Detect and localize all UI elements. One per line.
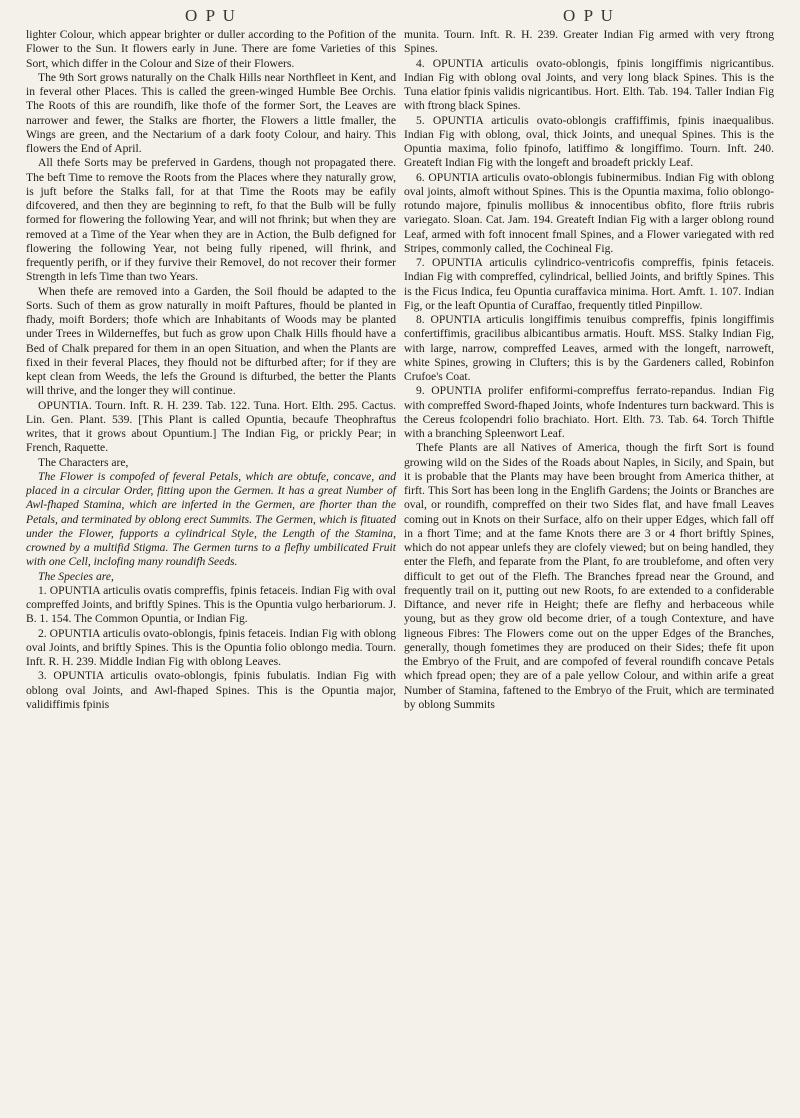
paragraph: The Flower is compofed of feveral Petals, which are obtufe, concave, and placed in a circular Order, fitting upon the Germen. It has a great Number of Awl-fhaped Stamina, which are inferted in the Germen, are fhorter than the Petals, and terminated by oblong erect Summits. The Germen, which is fituated under the Flower, fupports a cylindrical Style, the Length of the Stamina, crowned by a multifid Stigma. The Germen turns to a flefhy umbilicated Fruit with one Cell, inclofing many roundifh Seeds.	[26, 469, 396, 569]
paragraph: 1. OPUNTIA articulis ovatis compreffis, fpinis fetaceis. Indian Fig with oval compreffed Joints, and briftly Spines. This is the Opuntia vulgo herbariorum. J. B. 1. 154. The Common Opuntia, or Indian Fig.	[26, 583, 396, 626]
paragraph: 3. OPUNTIA articulis ovato-oblongis, fpinis fubulatis. Indian Fig with oblong oval Joints, and Awl-fhaped Spines. This is the Opuntia major, validiffimis fpinis	[26, 669, 396, 711]
header-right: O P U	[563, 6, 615, 25]
text-columns	[26, 28, 774, 712]
paragraph: 9. OPUNTIA prolifer enfiformi-compreffus ferrato-repandus. Indian Fig with compreffed Sword-fhaped Joints, whofe Indentures turn backward. This is the Cereus fcolopendri folio brachiato. Hort. Elth. 73. Tab. 64. Torch Thiftle with a branching Spleenwort Leaf.	[404, 384, 774, 440]
paragraph: 4. OPUNTIA articulis ovato-oblongis, fpinis longiffimis nigricantibus. Indian Fig with oblong oval Joints, and very long black Spines. This is the Tuna elatior fpinis validis nigricantibus. Hort. Elth. Tab. 194. Taller Indian Fig with ftrong black Spines.	[404, 56, 774, 113]
paragraph: The 9th Sort grows naturally on the Chalk Hills near Northfleet in Kent, and in feveral other Places. This is called the green-winged Humble Bee Orchis. The Roots of this are roundifh, like thofe of the former Sort, the Leaves are narrower and fewer, the Stalks are fhorter, the Flowers a little fmaller, the Wings are green, and the Nectarium of a dark footy Colour, and hairy. This flowers the End of April.	[26, 70, 396, 155]
left-column	[26, 28, 396, 712]
paragraph: 8. OPUNTIA articulis longiffimis tenuibus compreffis, fpinis longiffimis confertiffimis, gracilibus albicantibus armatis. Houft. MSS. Stalky Indian Fig, with large, narrow, compreffed Leaves, armed with the longeft, narroweft, white Spines, growing in Clufters; this is by the Gardeners called, Robinfon Crufoe's Coat.	[404, 313, 774, 383]
right-column	[404, 28, 774, 712]
paragraph: 2. OPUNTIA articulis ovato-oblongis, fpinis fetaceis. Indian Fig with oblong oval Joints, and briftly Spines. This is the Opuntia folio oblongo media. Tourn. Inft. R. H. 239. Middle Indian Fig with oblong Leaves.	[26, 626, 396, 668]
paragraph: 7. OPUNTIA articulis cylindrico-ventricofis compreffis, fpinis fetaceis. Indian Fig with compreffed, cylindrical, bellied Joints, and briftly Spines. This is the Ficus Indica, feu Opuntia curaffavica minima. Hort. Amft. 1. 107. Indian Fig, or the leaft Opuntia of Curaffao, frequently titled Pinpillow.	[404, 256, 774, 312]
paragraph: Thefe Plants are all Natives of America, though the firft Sort is found growing wild on the Sides of the Roads about Naples, in Sicily, and Spain, but it is probable that the Plants may have been brought from America thither, at firft. This Sort has been long in the Englifh Gardens; the Joints or Branches are oval, or roundifh, compreffed on their two Sides flat, and have fmall Leaves coming out in Knots on their Surface, alfo on their upper Edges, which fall off in a fhort Time; and at the fame Knots there are 3 or 4 fhort briftly Spines, which do not appear unlefs they are clofely viewed; but on being handled, they enter the Flefh, and feparate from the Plant, fo are troublefome, and often very difficult to get out of the Flefh. The Branches fpread near the Ground, and frequently trail on it, putting out new Roots, fo are extended to a confiderable Diftance, and never rife in Height; thefe are flefhy and herbaceous while young, but as they grow old become drier, of a tough Contexture, and have ligneous Fibres: The Flowers come out on the upper Edges of the Branches, generally, though fometimes they are produced on their Sides; thefe fit upon the Embryo of the Fruit, and are compofed of feveral roundifh concave Petals which fpread open; they are of a pale yellow Colour, and within arife a great Number of Stamina, faftened to the Embryo of the Fruit, which are terminated by oblong Summits	[404, 441, 774, 711]
paragraph: All thefe Sorts may be preferved in Gardens, though not propagated there. The beft Time to remove the Roots from the Places where they naturally grow, is juft before the Stalks fall, for at that Time the Roots may be eafily difcovered, and then they are beginning to reft, fo that the Bulb will be fully formed for flowering the following Year, and will not fhrink; but when they are removed at a Time of the Year when they are in Action, the Bulb defigned for flowering the following Year, not being fully ripened, will fhrink, and frequently perifh, or if they furvive their Removel, do not recover their former Strength in lefs Time than two Years.	[26, 156, 396, 284]
paragraph: 6. OPUNTIA articulis ovato-oblongis fubinermibus. Indian Fig with oblong oval joints, almoft without Spines. This is the Opuntia maxima, folio oblongo-rotundo majore, fpinulis mollibus & innocentibus obfito, flore ftriis rubris variegato. Sloan. Cat. Jam. 194. Greateft Indian Fig with a larger oblong round Leaf, armed with foft innocent fmall Spines, and a Flower variegated with red Stripes, commonly called, the Cochineal Fig.	[404, 170, 774, 255]
paragraph: The Species are,	[38, 569, 114, 583]
running-header	[26, 6, 774, 28]
paragraph: OPUNTIA. Tourn. Inft. R. H. 239. Tab. 122. Tuna. Hort. Elth. 295. Cactus. Lin. Gen. Plant. 539. [This Plant is called Opuntia, becaufe Theophraftus writes, that it grows about Opuntium.] The Indian Fig, or prickly Pear; in French, Raquette.	[26, 398, 396, 455]
paragraph: 5. OPUNTIA articulis ovato-oblongis craffiffimis, fpinis inaequalibus. Indian Fig with oblong, oval, thick Joints, and unequal Spines. This is the Opuntia maxima, folio fpinofo, latiffimo & longiffimo. Tourn. Inft. 240. Greateft Indian Fig with the longeft and broadeft prickly Leaf.	[404, 113, 774, 170]
paragraph: munita. Tourn. Inft. R. H. 239. Greater Indian Fig armed with very ftrong Spines.	[404, 28, 774, 56]
header-left: O P U	[185, 6, 237, 25]
paragraph: When thefe are removed into a Garden, the Soil fhould be adapted to the Sorts. Such of them as grow naturally in moift Paftures, fhould be planted in fhady, moift Borders; thofe which are Inhabitants of Woods may be planted under Trees in Wilderneffes, but fuch as grow upon Chalk Hills fhould have a Bed of Chalk prepared for them in an open Situation, and when the Plants are fixed in their feveral Places, they fhould not be difturbed after; for if they are kept clean from Weeds, the lefs the Ground is difturbed, the better the Plants will thrive, and the longer they will continue.	[26, 284, 396, 398]
paragraph: The Characters are,	[38, 455, 129, 469]
paragraph: lighter Colour, which appear brighter or duller according to the Pofition of the Flower to the Sun. It flowers early in June. There are fome Varieties of this Sort, which differ in the Colour and Size of their Flowers.	[26, 28, 396, 70]
